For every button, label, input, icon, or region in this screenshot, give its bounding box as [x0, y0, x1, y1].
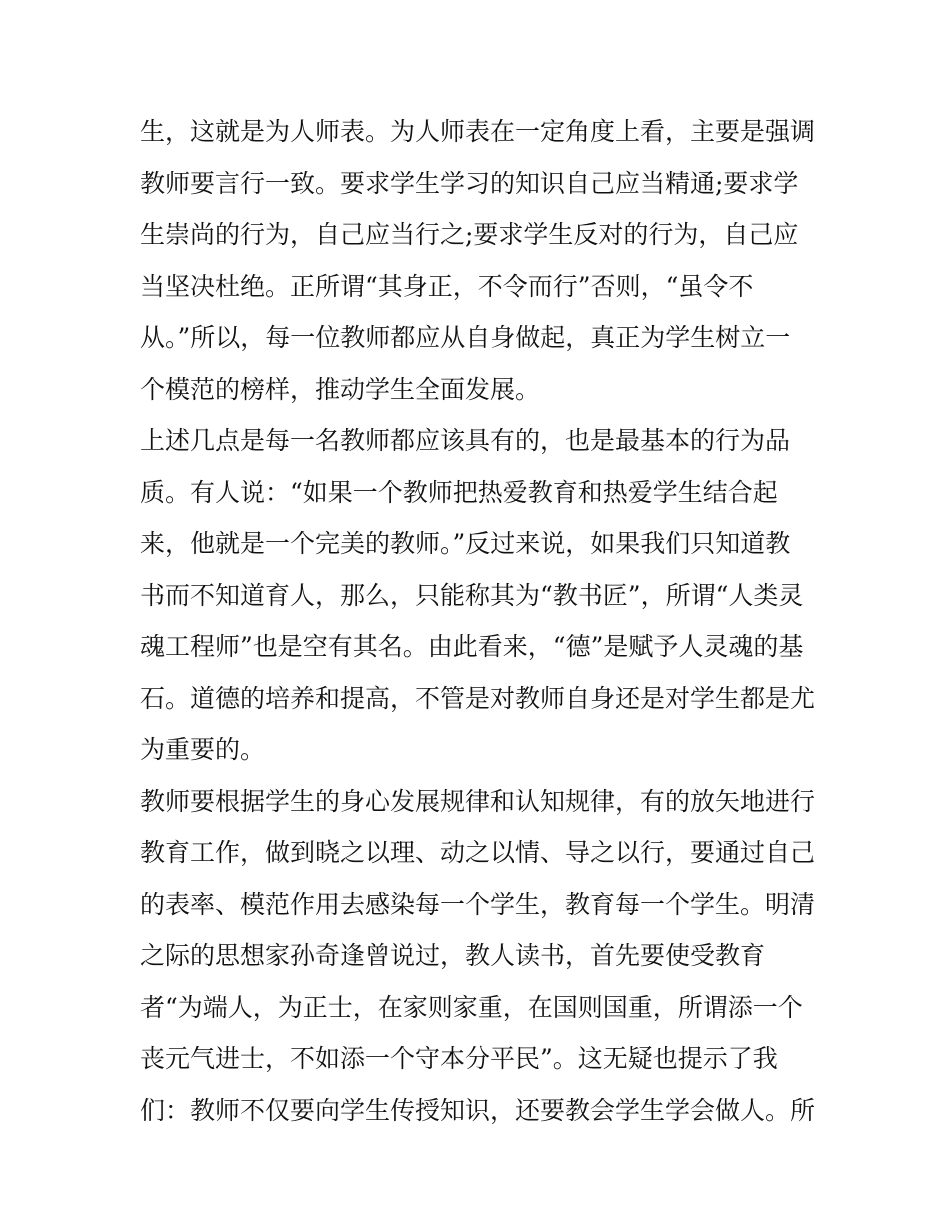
text-line-3: 生崇尚的行为，自己应当行之;要求学生反对的行为，自己应: [140, 220, 799, 249]
text-line-14: 教师要根据学生的身心发展规律和认知规律，有的放矢地进行: [140, 786, 816, 816]
text-line-20: 们：教师不仅要向学生传授知识，还要教会学生学会做人。所: [140, 1095, 816, 1125]
text-line-15: 教育工作，做到晓之以理、动之以情、导之以行，要通过自己: [140, 838, 816, 867]
text-line-10: 书而不知道育人，那么，只能称其为“教书匠”，所谓“人类灵: [140, 580, 804, 610]
text-line-17: 之际的思想家孙奇逢曾说过，教人读书，首先要使受教育: [140, 941, 766, 970]
text-line-6: 个模范的榜样，推动学生全面发展。: [140, 374, 541, 404]
text-line-4: 当坚决杜绝。正所谓“其身正，不令而行”否则，“虽令不: [140, 271, 754, 301]
text-line-12: 石。道德的培养和提高，不管是对教师自身还是对学生都是尤: [140, 683, 816, 713]
text-line-19: 丧元气进士，不如添一个守本分平民”。这无疑也提示了我: [140, 1044, 778, 1073]
text-line-9: 来，他就是一个完美的教师。”反过来说，如果我们只知道教: [140, 529, 791, 558]
text-line-13: 为重要的。: [140, 735, 266, 764]
text-line-2: 教师要言行一致。要求学生学习的知识自己应当精通;要求学: [140, 168, 799, 198]
document-body: [140, 106, 820, 1136]
text-line-18: 者“为端人，为正士，在家则家重，在国则国重，所谓添一个: [140, 992, 803, 1022]
text-line-5: 从。”所以，每一位教师都应从自身做起，真正为学生树立一: [140, 323, 791, 352]
text-line-1: 生，这就是为人师表。为人师表在一定角度上看，主要是强调: [140, 117, 816, 146]
text-line-11: 魂工程师”也是空有其名。由此看来，“德”是赋予人灵魂的基: [140, 632, 804, 661]
text-line-8: 质。有人说：“如果一个教师把热爱教育和热爱学生结合起: [140, 477, 778, 507]
text-line-7: 上述几点是每一名教师都应该具有的，也是最基本的行为品: [140, 426, 791, 455]
text-line-16: 的表率、模范作用去感染每一个学生，教育每一个学生。明清: [140, 889, 816, 919]
